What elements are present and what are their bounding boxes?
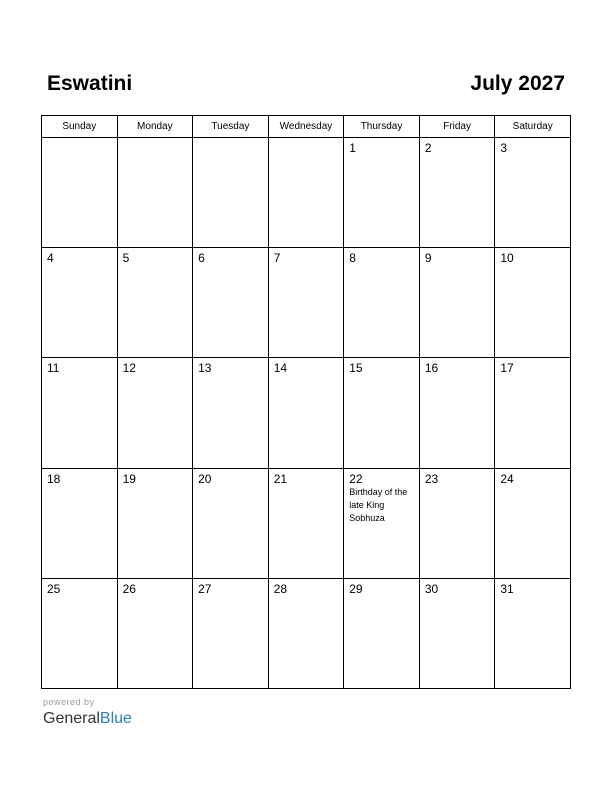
- day-number: 6: [198, 251, 205, 266]
- weekday-thursday: Thursday: [344, 116, 420, 138]
- day-cell: [42, 138, 118, 248]
- day-cell: [268, 468, 344, 578]
- day-number: 3: [500, 141, 508, 155]
- week-row: [42, 358, 571, 468]
- day-number: 21: [273, 471, 288, 486]
- day-number: 27: [198, 581, 212, 596]
- week-row: [42, 578, 571, 688]
- day-cell: [42, 578, 118, 688]
- week-row: [42, 468, 571, 578]
- day-cell: [268, 358, 344, 468]
- day-cell: [419, 578, 495, 688]
- day-number: 1: [349, 141, 356, 155]
- calendar-grid: [41, 115, 571, 689]
- day-number: 26: [122, 581, 136, 596]
- day-number: 2: [424, 141, 432, 155]
- day-cell: [344, 578, 420, 688]
- weekday-tuesday: Tuesday: [193, 116, 269, 138]
- weekday-header-row: [42, 116, 571, 138]
- day-cell: [495, 138, 571, 248]
- day-cell: [193, 248, 269, 358]
- generalblue-logo: [43, 709, 132, 729]
- day-cell: [419, 248, 495, 358]
- weekday-sunday: Sunday: [42, 116, 118, 138]
- day-number: 5: [122, 251, 130, 266]
- day-cell: [117, 578, 193, 688]
- day-cell: [193, 468, 269, 578]
- day-number: 29: [349, 581, 363, 596]
- day-number: 7: [273, 251, 281, 266]
- day-cell: [268, 138, 344, 248]
- day-number: 14: [273, 361, 288, 376]
- day-cell: [117, 138, 193, 248]
- day-cell: [193, 578, 269, 688]
- day-cell-holiday: [344, 468, 420, 578]
- day-number: 31: [500, 581, 514, 596]
- day-cell: [495, 248, 571, 358]
- day-number: 8: [349, 251, 356, 266]
- logo-text-blue: Blue: [99, 710, 132, 727]
- weekday-wednesday: Wednesday: [268, 116, 344, 138]
- weekday-saturday: Saturday: [495, 116, 571, 138]
- day-number: 24: [500, 471, 514, 486]
- day-number: 15: [349, 361, 363, 376]
- logo-text-general: General: [43, 710, 100, 727]
- day-cell: [193, 138, 269, 248]
- day-cell: [42, 468, 118, 578]
- day-number: 12: [122, 361, 136, 376]
- country-title: Eswatini: [47, 72, 133, 95]
- day-number: 23: [424, 471, 439, 486]
- day-number: 25: [47, 581, 61, 596]
- day-cell: [419, 358, 495, 468]
- day-number: 28: [273, 581, 288, 596]
- month-year-title: July 2027: [470, 72, 565, 95]
- day-cell: [344, 248, 420, 358]
- day-cell: [268, 578, 344, 688]
- day-number: 17: [500, 361, 514, 376]
- day-cell: [344, 358, 420, 468]
- day-cell: [495, 468, 571, 578]
- day-number: [269, 138, 344, 141]
- day-cell: [268, 248, 344, 358]
- day-number: [42, 138, 117, 141]
- day-number: 16: [424, 361, 439, 376]
- day-cell: [42, 358, 118, 468]
- day-number: 30: [424, 581, 439, 596]
- day-cell: [419, 138, 495, 248]
- week-row: [42, 138, 571, 248]
- day-number: 22: [349, 471, 363, 486]
- day-number: 18: [47, 471, 61, 486]
- day-number: 11: [47, 361, 60, 376]
- holiday-label: Birthday of the late King Sobhuza: [349, 486, 408, 523]
- day-cell: [344, 138, 420, 248]
- day-number: 9: [424, 251, 432, 266]
- powered-by-text: powered by: [43, 697, 95, 707]
- weekday-monday: Monday: [117, 116, 193, 138]
- day-number: 10: [500, 251, 514, 266]
- day-cell: [495, 578, 571, 688]
- day-number: 19: [122, 471, 136, 486]
- day-number: [193, 138, 268, 141]
- day-number: 20: [198, 471, 212, 486]
- day-number: 13: [198, 361, 212, 376]
- day-cell: [117, 358, 193, 468]
- day-cell: [117, 468, 193, 578]
- weekday-friday: Friday: [419, 116, 495, 138]
- day-cell: [117, 248, 193, 358]
- week-row: [42, 248, 571, 358]
- day-number: [118, 138, 193, 141]
- footer-branding: [43, 697, 132, 729]
- day-cell: [193, 358, 269, 468]
- day-cell: [42, 248, 118, 358]
- day-number: 4: [47, 251, 54, 266]
- day-cell: [419, 468, 495, 578]
- day-cell: [495, 358, 571, 468]
